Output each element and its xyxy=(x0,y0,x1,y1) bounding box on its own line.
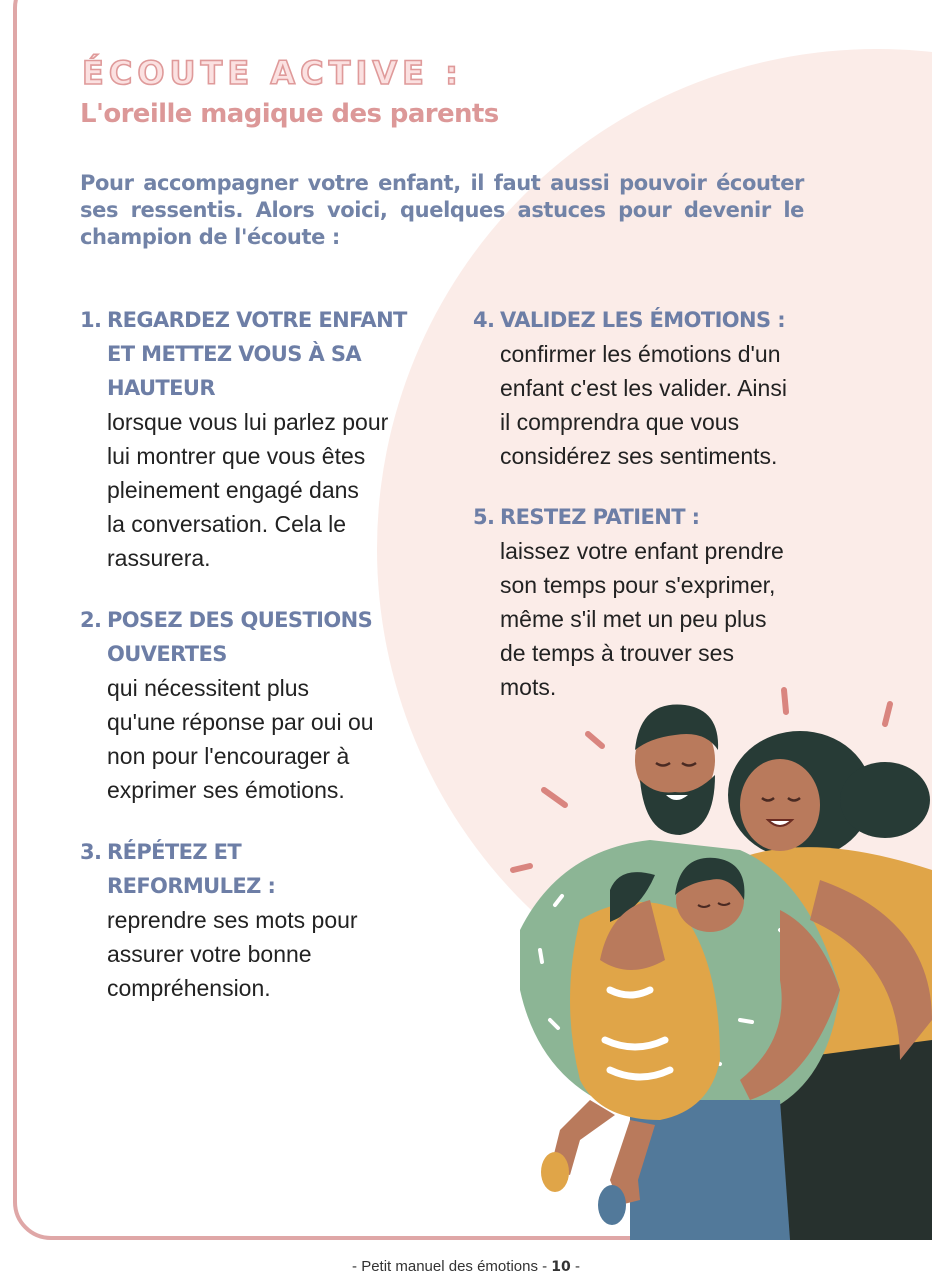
tip-heading-line: ET METTEZ VOUS À SA xyxy=(107,342,362,366)
tip-heading xyxy=(80,603,460,671)
tip-heading-line: REFORMULEZ : xyxy=(107,874,276,898)
tip-4 xyxy=(473,303,913,473)
tip-body-line: la conversation. Cela le xyxy=(107,511,347,537)
tip-heading xyxy=(473,500,913,534)
tip-heading-line: RÉPÉTEZ ET xyxy=(107,840,242,864)
tip-body-line: son temps pour s'exprimer, xyxy=(500,572,776,598)
footer-suffix: - xyxy=(574,1258,580,1275)
tip-heading xyxy=(80,303,460,405)
tip-body xyxy=(80,405,460,575)
tip-heading-line: POSEZ DES QUESTIONS xyxy=(107,608,373,632)
tip-number: 4. xyxy=(473,308,495,332)
tip-body-line: enfant c'est les valider. Ainsi xyxy=(500,375,787,401)
tip-body-line: assurer votre bonne xyxy=(107,941,312,967)
tip-body-line: rassurera. xyxy=(107,545,211,571)
tip-body xyxy=(80,903,460,1005)
footer-text: - Petit manuel des émotions - xyxy=(352,1258,548,1275)
tip-heading-line: OUVERTES xyxy=(107,642,227,666)
tip-number: 1. xyxy=(80,308,102,332)
tip-number: 5. xyxy=(473,505,495,529)
intro-paragraph: Pour accompagner votre enfant, il faut aussi pouvoir écouter ses ressentis. Alors voici, quelques astuces pour devenir le champion de l'écoute : xyxy=(80,171,804,249)
tip-body-line: de temps à trouver ses xyxy=(500,640,734,666)
page-subtitle: L'oreille magique des parents xyxy=(80,99,499,129)
tip-3 xyxy=(80,835,460,1005)
page-title: ÉCOUTE ACTIVE : xyxy=(82,54,463,92)
tip-body-line: exprimer ses émotions. xyxy=(107,777,345,803)
tip-body-line: qui nécessitent plus xyxy=(107,675,310,701)
tip-2 xyxy=(80,603,460,807)
tip-number: 2. xyxy=(80,608,102,632)
tip-body-line: confirmer les émotions d'un xyxy=(500,341,781,367)
tip-heading xyxy=(80,835,460,903)
tip-heading-line: HAUTEUR xyxy=(107,376,215,400)
tip-body-line: lorsque vous lui parlez pour xyxy=(107,409,389,435)
tip-body-line: mots. xyxy=(500,674,557,700)
tip-heading-line: REGARDEZ VOTRE ENFANT xyxy=(107,308,407,332)
tip-body-line: il comprendra que vous xyxy=(500,409,740,435)
tip-body-line: non pour l'encourager à xyxy=(107,743,350,769)
tip-heading xyxy=(473,303,913,337)
tip-body-line: laissez votre enfant prendre xyxy=(500,538,784,564)
tip-body-line: considérez ses sentiments. xyxy=(500,443,778,469)
page-number: 10 xyxy=(551,1259,571,1275)
tip-body-line: compréhension. xyxy=(107,975,271,1001)
tip-body-line: lui montrer que vous êtes xyxy=(107,443,366,469)
tip-heading-line: VALIDEZ LES ÉMOTIONS : xyxy=(500,308,786,332)
tip-heading-line: RESTEZ PATIENT : xyxy=(500,505,700,529)
tip-body-line: même s'il met un peu plus xyxy=(500,606,767,632)
family-hug-illustration xyxy=(480,660,932,1240)
tip-body xyxy=(473,337,913,473)
tip-1 xyxy=(80,303,460,575)
tip-body-line: qu'une réponse par oui ou xyxy=(107,709,374,735)
tip-body xyxy=(80,671,460,807)
tip-body-line: reprendre ses mots pour xyxy=(107,907,358,933)
tip-number: 3. xyxy=(80,840,102,864)
tip-body-line: pleinement engagé dans xyxy=(107,477,359,503)
page-footer xyxy=(0,1258,932,1275)
